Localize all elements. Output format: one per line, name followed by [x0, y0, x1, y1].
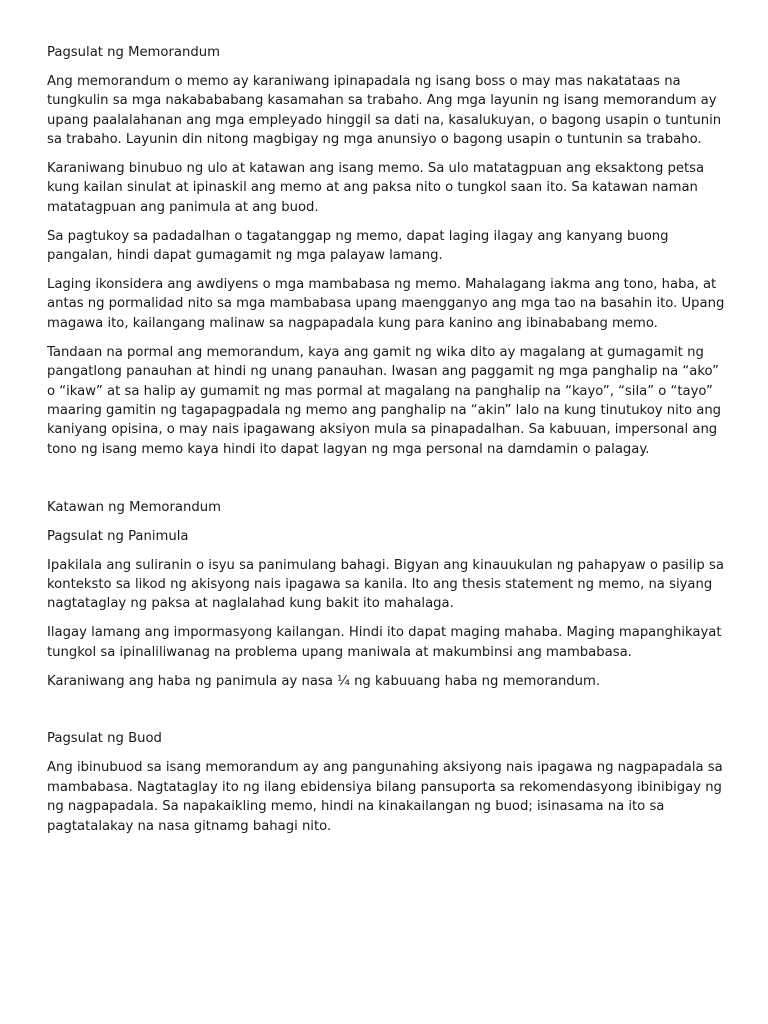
section-heading-katawan: Katawan ng Memorandum	[47, 499, 221, 515]
document-page	[47, 43, 727, 846]
paragraph-recipient-name: Sa pagtukoy sa padadalhan o tagatanggap ng memo, dapat laging ilagay ang kanyang buong pangalan, hindi dapat gumagamit ng mga palayaw lamang.	[47, 228, 669, 264]
blank-line	[47, 700, 727, 729]
blank-line	[47, 469, 727, 498]
paragraph-summary: Ang ibinubuod sa isang memorandum ay ang pangunahing aksiyong nais ipagawa ng nagpapadala sa mambabasa. Nagtataglay ito ng ilang ebidensiya bilang pansuporta sa rekomendasyong ibinibigay ng ng nagpapadala. Sa napakaikling memo, hindi na kinakailangan ng buod; isinasama na ito sa pagtatalakay na nasa gitnamg bahagi nito.	[47, 760, 723, 834]
section-heading-memorandum: Pagsulat ng Memorandum	[47, 45, 220, 60]
paragraph-intro-length: Karaniwang ang haba ng panimula ay nasa ¼ ng kabuuang haba ng memorandum.	[47, 673, 601, 689]
paragraph-memo-definition: Ang memorandum o memo ay karaniwang ipinapadala ng isang boss o may mas nakatataas na tungkulin sa mga nakabababang kasamahan sa trabaho. Ang mga layunin ng isang memorandum ay upang paalalahanan ang mga empleyado hinggil sa dati na, kasalukuyan, o bagong usapin o tuntunin sa trabaho. Layunin din nitong magbigay ng mga anunsiyo o bagong usapin o tuntunin sa trabaho.	[47, 73, 722, 148]
paragraph-formal-language: Tandaan na pormal ang memorandum, kaya ang gamit ng wika dito ay magalang at gumagamit ng pangatlong panauhan at hindi ng unang panauhan. Iwasan ang paggamit ng mga panghalip na “ako” o “ikaw” at sa halip ay gumamit ng mas pormal at magalang na panghalip na “kayo”, “sila” o “tayo” maaring gamitin ng tagapagpadala ng memo ang panghalip na “akin” lalo na kung tinutukoy nito ang kaniyang opisina, o may nais ipagawang aksiyon mula sa pinapadalhan. Sa kabuuan, impersonal ang tono ng isang memo kaya hindi ito dapat lagyan ng mga personal na damdamin o palagay.	[47, 344, 722, 457]
section-heading-panimula: Pagsulat ng Panimula	[47, 528, 189, 544]
paragraph-audience: Laging ikonsidera ang awdiyens o mga mambabasa ng memo. Mahalagang iakma ang tono, haba, at antas ng pormalidad nito sa mga mambabasa upang maengganyo ang mga tao na basahin ito. Upang magawa ito, kailangang malinaw sa nagpapadala kung para kanino ang ibinababang memo.	[47, 277, 725, 331]
section-heading-buod: Pagsulat ng Buod	[47, 731, 162, 747]
paragraph-necessary-info: Ilagay lamang ang impormasyong kailangan. Hindi ito dapat maging mahaba. Maging mapanghikayat tungkol sa ipinaliliwanag na problema upang maniwala at makumbinsi ang mambabasa.	[47, 625, 722, 660]
paragraph-memo-parts: Karaniwang binubuo ng ulo at katawan ang isang memo. Sa ulo matatagpuan ang eksaktong petsa kung kailan sinulat at ipinaskil ang memo at ang paksa nito o tungkol saan ito. Sa katawan naman matatagpuan ang panimula at ang buod.	[47, 161, 705, 215]
paragraph-introduce-issue: Ipakilala ang suliranin o isyu sa panimulang bahagi. Bigyan ang kinauukulan ng pahapyaw o pasilip sa konteksto sa likod ng akisyong nais ipagawa sa kanila. Ito ang thesis statement ng memo, na siyang nagtataglay ng paksa at naglalahad kung bakit ito mahalaga.	[47, 557, 724, 612]
